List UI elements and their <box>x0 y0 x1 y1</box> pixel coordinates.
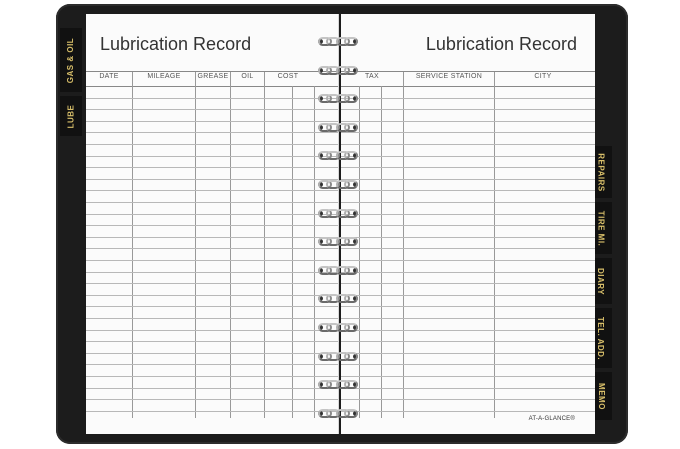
column-divider <box>359 86 360 418</box>
spiral-ring <box>316 352 360 361</box>
ruled-line <box>341 202 595 203</box>
ruled-line <box>341 156 595 157</box>
spiral-ring <box>316 180 360 189</box>
ruled-line <box>86 306 338 307</box>
ruled-line <box>341 376 595 377</box>
ruled-line <box>341 190 595 191</box>
column-header-city: CITY <box>534 73 552 80</box>
ruled-line <box>341 179 595 180</box>
column-divider <box>195 72 196 418</box>
column-divider <box>132 72 133 418</box>
ruled-line <box>86 364 338 365</box>
ruled-line <box>86 179 338 180</box>
column-header-mileage: MILEAGE <box>147 73 181 80</box>
tab-tel-add-label: TEL. ADD. <box>596 316 606 360</box>
column-divider <box>403 72 404 418</box>
spiral-ring <box>316 123 360 132</box>
spiral-ring <box>316 209 360 218</box>
ruled-line <box>86 295 338 296</box>
ruled-line <box>86 237 338 238</box>
ruled-line <box>86 353 338 354</box>
column-divider <box>314 86 315 418</box>
column-divider <box>292 86 293 418</box>
spiral-ring <box>316 294 360 303</box>
ruled-line <box>86 399 338 400</box>
ruled-line <box>341 399 595 400</box>
spiral-ring <box>316 94 360 103</box>
ruled-line <box>341 306 595 307</box>
column-divider <box>381 86 382 418</box>
spiral-ring <box>316 151 360 160</box>
ruled-line <box>341 109 595 110</box>
ruled-line <box>341 167 595 168</box>
ruled-line <box>86 156 338 157</box>
spiral-ring <box>316 409 360 418</box>
brand-logo: AT-A-GLANCE® <box>528 416 575 422</box>
ruled-line <box>86 132 338 133</box>
column-header-grease: GREASE <box>197 73 229 80</box>
ruled-line <box>86 388 338 389</box>
ruled-line <box>341 283 595 284</box>
column-header-service-station: SERVICE STATION <box>415 73 483 80</box>
ruled-line <box>341 214 595 215</box>
ruled-line <box>341 341 595 342</box>
tab-lube-label: LUBE <box>66 104 76 128</box>
spiral-ring <box>316 37 360 46</box>
ruled-line <box>86 202 338 203</box>
ruled-line <box>86 272 338 273</box>
column-header-date: DATE <box>99 73 119 80</box>
ruled-line <box>86 121 338 122</box>
left-record-table <box>86 71 338 418</box>
column-header-cost: COST <box>277 73 299 80</box>
ruled-line <box>341 318 595 319</box>
spiral-ring <box>316 66 360 75</box>
right-page-title: Lubrication Record <box>425 34 577 54</box>
column-divider <box>230 72 231 418</box>
ruled-line <box>341 121 595 122</box>
tab-gas-oil-label: GAS & OIL <box>66 37 76 83</box>
tab-diary-label: DIARY <box>596 267 606 295</box>
spiral-ring <box>316 266 360 275</box>
ruled-line <box>86 190 338 191</box>
column-header-tax: TAX <box>365 73 379 80</box>
ruled-line <box>86 98 338 99</box>
tab-lube[interactable] <box>60 96 82 136</box>
right-record-table <box>341 71 595 418</box>
ruled-line <box>86 225 338 226</box>
ruled-line <box>341 272 595 273</box>
ruled-line <box>341 144 595 145</box>
ruled-line <box>86 248 338 249</box>
spiral-ring <box>316 237 360 246</box>
ruled-line <box>86 283 338 284</box>
ruled-line <box>341 388 595 389</box>
ruled-line <box>341 260 595 261</box>
ruled-line <box>341 411 595 412</box>
right-page <box>341 14 595 434</box>
ruled-line <box>341 295 595 296</box>
spiral-ring <box>316 380 360 389</box>
ruled-line <box>86 167 338 168</box>
ruled-line <box>86 144 338 145</box>
ruled-line <box>86 214 338 215</box>
ruled-line <box>86 341 338 342</box>
tab-memo-label: MEMO <box>596 382 606 410</box>
left-page <box>86 14 339 434</box>
column-divider <box>264 72 265 418</box>
spiral-ring <box>316 323 360 332</box>
ruled-line <box>341 225 595 226</box>
ruled-line <box>86 376 338 377</box>
column-divider <box>494 72 495 418</box>
left-page-title: Lubrication Record <box>100 34 252 54</box>
ruled-line <box>341 248 595 249</box>
left-table-header <box>86 72 338 87</box>
ruled-line <box>341 132 595 133</box>
column-header-oil: OIL <box>241 73 254 80</box>
ruled-line <box>341 237 595 238</box>
ruled-line <box>86 318 338 319</box>
ruled-line <box>86 260 338 261</box>
tab-tire-mi-label: TIRE MI. <box>596 210 606 246</box>
ruled-line <box>341 330 595 331</box>
ruled-line <box>86 330 338 331</box>
tab-repairs-label: REPAIRS <box>596 152 606 192</box>
ruled-line <box>341 364 595 365</box>
tab-gas-oil[interactable] <box>60 28 82 92</box>
ruled-line <box>86 411 338 412</box>
ruled-line <box>341 353 595 354</box>
ruled-line <box>341 98 595 99</box>
right-table-header <box>341 72 595 87</box>
ruled-line <box>86 109 338 110</box>
